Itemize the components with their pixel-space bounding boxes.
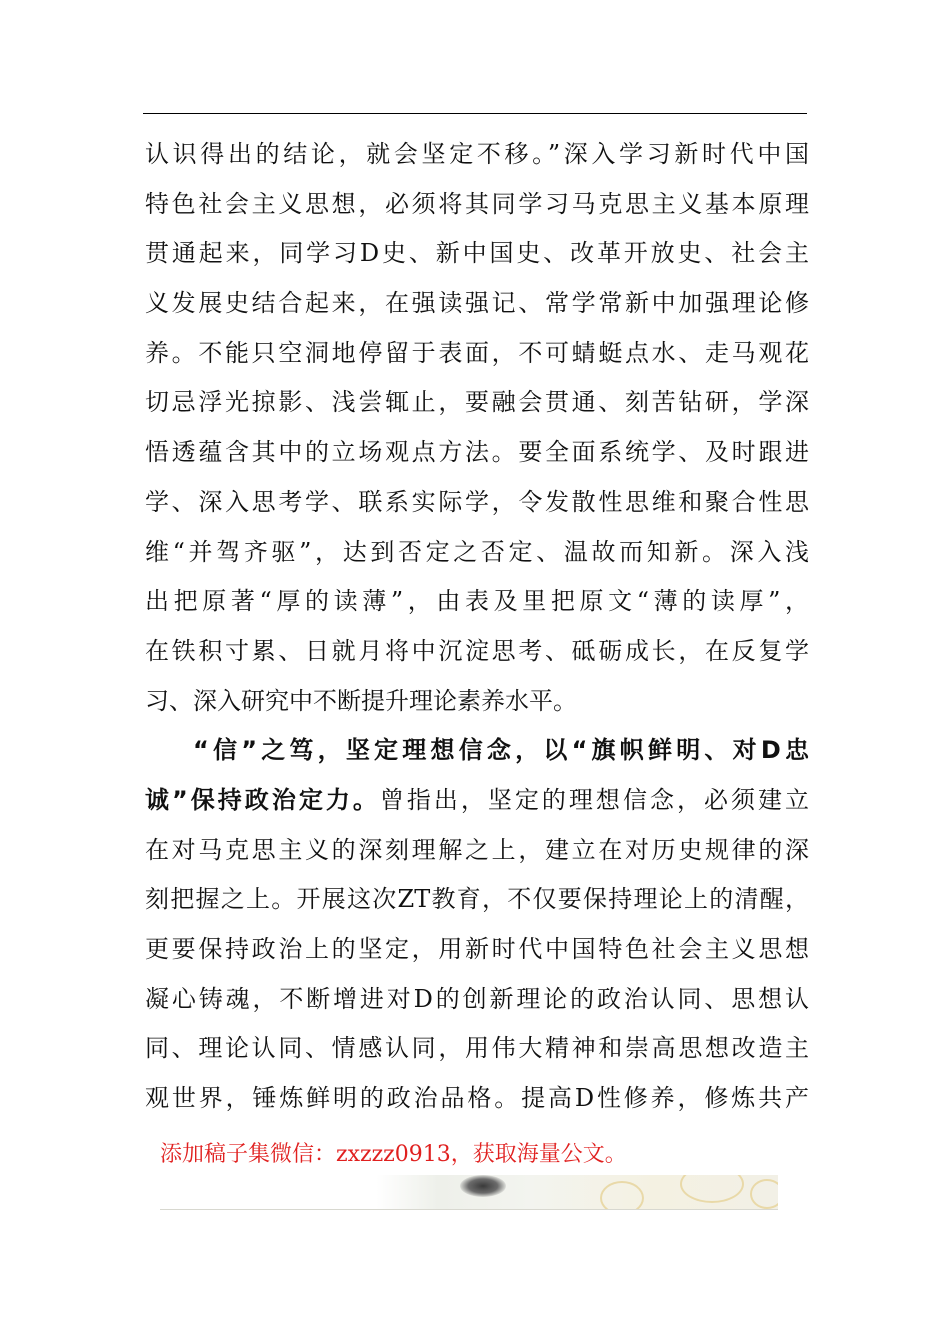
p1-line-5: 养。不能只空洞地停留于表面，不可蜻蜓点水、走马观花 [145,338,809,367]
p2-line-7: 同、理论认同、情感认同，用伟大精神和崇高思想改造主 [145,1034,809,1063]
p2-line-4: 刻把握之上。开展这次ZT教育，不仅要保持理论上的清醒， [145,885,809,914]
p1-line-4: 义发展史结合起来，在强读强记、常学常新中加强理论修 [145,289,809,318]
p1-line-3: 贯通起来，同学习D史、新中国史、改革开放史、社会主 [145,239,809,268]
p1-line-6: 切忌浮光掠影、浅尝辄止，要融会贯通、刻苦钻研，学深 [145,388,809,417]
p1-line-10: 出把原著“厚的读薄”，由表及里把原文“薄的读厚”， [145,587,809,616]
p2-line-8: 观世界，锤炼鲜明的政治品格。提高D性修养，修炼共产 [145,1084,809,1113]
p2-line-2-text: 曾指出，坚定的理想信念，必须建立 [379,785,809,814]
p1-line-1: 认识得出的结论，就会坚定不移。”深入学习新时代中国 [145,140,809,168]
swirl-decoration [680,1175,744,1203]
swirl-decoration [600,1181,644,1210]
footer-banner-image [160,1175,778,1210]
swirl-decoration [750,1179,778,1209]
p1-line-12: 习、深入研究中不断提升理论素养水平。 [145,686,577,715]
p2-line-6: 凝心铸魂，不断增进对D的创新理论的政治认同、思想认 [145,984,809,1013]
document-body [145,130,809,1124]
p2-heading-line: “信”之笃，坚定理想信念，以“旗帜鲜明、对D忠 [193,736,809,765]
p1-line-11: 在铁积寸累、日就月将中沉淀思考、砥砺成长，在反复学 [145,636,809,665]
p2-line-2 [145,776,809,826]
p1-line-9: 维“并驾齐驱”，达到否定之否定、温故而知新。深入浅 [145,537,809,566]
p2-line-3: 在对马克思主义的深刻理解之上，建立在对历史规律的深 [145,835,809,864]
p1-line-8: 学、深入思考学、联系实际学，令发散性思维和聚合性思 [145,487,809,516]
ink-blot-decoration [460,1175,506,1197]
p1-line-2: 特色社会主义思想，必须将其同学习马克思主义基本原理 [145,189,809,218]
footer-promo-note: 添加稿子集微信：zxzzz0913，获取海量公文。 [160,1142,627,1167]
top-rule [143,113,807,114]
p1-line-7: 悟透蕴含其中的立场观点方法。要全面系统学、及时跟进 [145,438,809,467]
p2-line-5: 更要保持政治上的坚定，用新时代中国特色社会主义思想 [145,935,809,963]
p2-heading-continuation: 诚”保持政治定力。 [145,785,380,814]
